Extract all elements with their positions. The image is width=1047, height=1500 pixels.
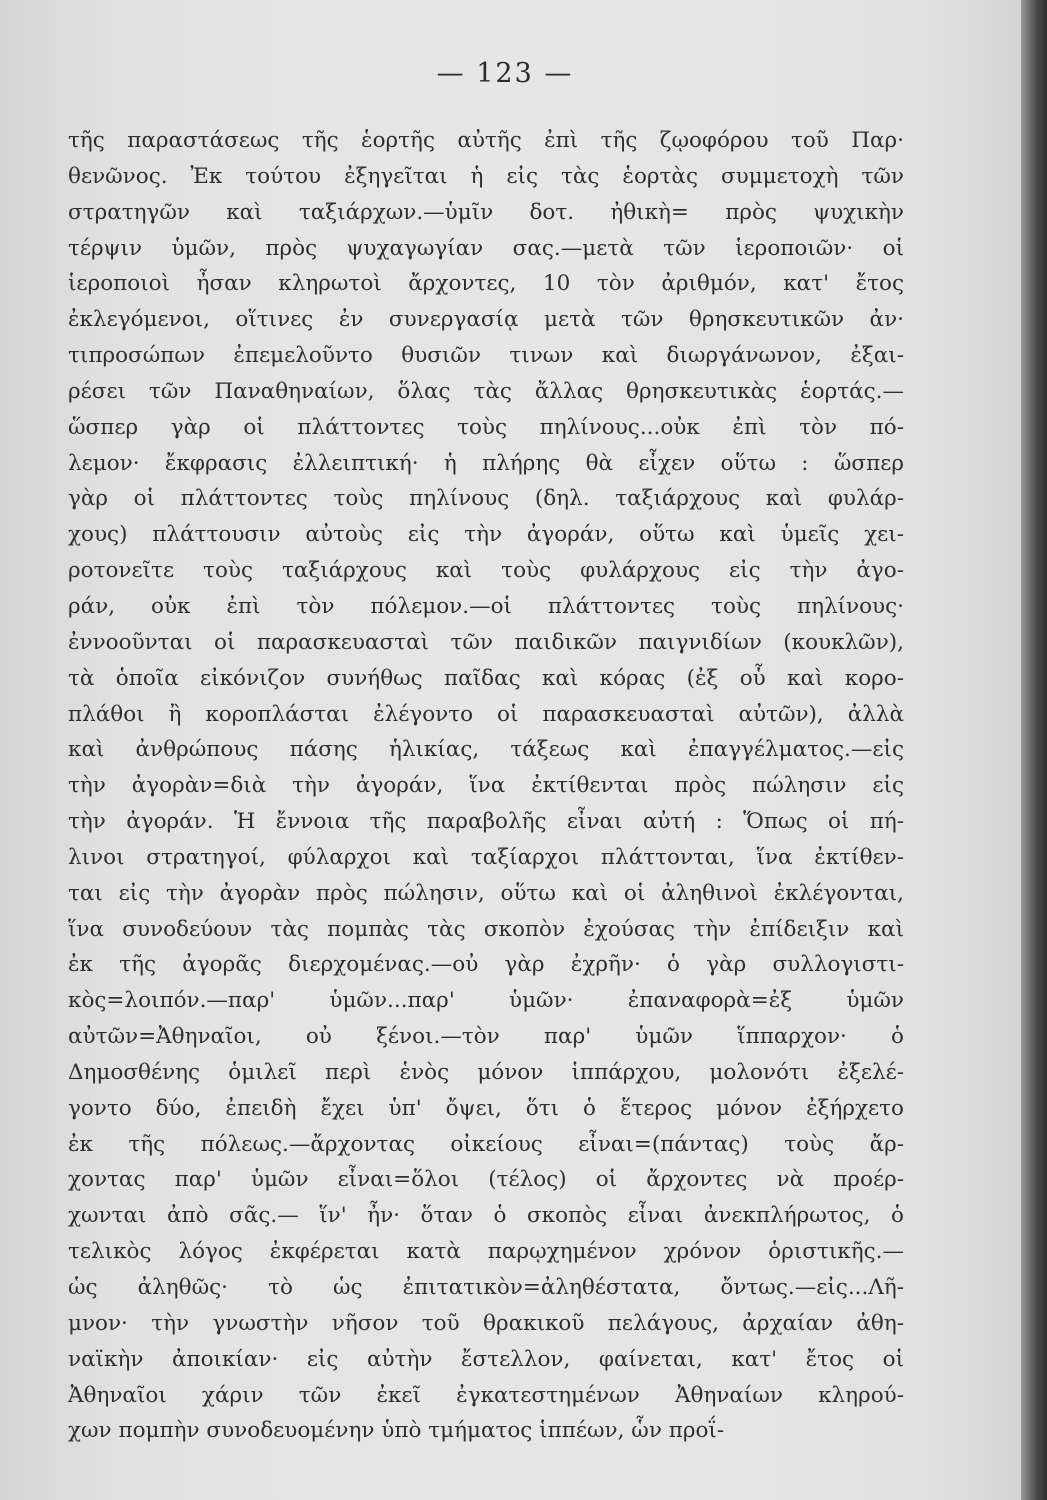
text-line: χων πομπὴν συνοδευομένην ὑπὸ τμήματος ἱππέων, ὧν προΐ- [68, 1418, 725, 1444]
text-line: ροτονεῖτε τοὺς ταξιάρχους καὶ τοὺς φυλάρχους εἰς τὴν ἀγο- [68, 558, 904, 584]
text-line: λινοι στρατηγοί, φύλαρχοι καὶ ταξίαρχοι πλάττονται, ἵνα ἐκτίθεν- [68, 844, 904, 870]
text-line: τιπροσώπων ἐπεμελοῦντο θυσιῶν τινων καὶ διωργάνωνον, ἐξαι- [68, 343, 904, 369]
text-line: Δημοσθένης ὁμιλεῖ περὶ ἑνὸς μόνον ἱππάρχου, μολονότι ἐξελέ- [68, 1059, 904, 1085]
text-line: ται εἰς τὴν ἀγορὰν πρὸς πώλησιν, οὕτω καὶ οἱ ἀληθινοὶ ἐκλέγονται, [68, 880, 904, 906]
text-line: καὶ ἀνθρώπους πάσης ἡλικίας, τάξεως καὶ ἐπαγγέλματος.—εἰς [68, 737, 904, 763]
body-text [68, 123, 904, 1449]
text-line: ἐννοοῦνται οἱ παρασκευασταὶ τῶν παιδικῶν παιγνιδίων (κουκλῶν), [68, 629, 904, 655]
text-line: ἱεροποιοὶ ἦσαν κληρωτοὶ ἄρχοντες, 10 τὸν ἀριθμόν, κατ' ἔτος [68, 271, 904, 297]
text-line: χοντας παρ' ὑμῶν εἶναι=ὅλοι (τέλος) οἱ ἄρχοντες νὰ προέρ- [68, 1167, 904, 1193]
text-line: χους) πλάττουσιν αὐτοὺς εἰς τὴν ἀγοράν, οὕτω καὶ ὑμεῖς χει- [68, 522, 904, 548]
text-line: γὰρ οἱ πλάττοντες τοὺς πηλίνους (δηλ. ταξιάρχους καὶ φυλάρ- [68, 486, 904, 512]
text-line: γοντο δύο, ἐπειδὴ ἔχει ὑπ' ὄψει, ὅτι ὁ ἕτερος μόνον ἐξήρχετο [68, 1095, 904, 1121]
text-line: τῆς παραστάσεως τῆς ἑορτῆς αὐτῆς ἐπὶ τῆς ζῳοφόρου τοῦ Παρ· [68, 128, 904, 153]
text-line: τέρψιν ὑμῶν, πρὸς ψυχαγωγίαν σας.—μετὰ τῶν ἱεροποιῶν· οἱ [68, 235, 904, 261]
text-line: ράν, οὐκ ἐπὶ τὸν πόλεμον.—οἱ πλάττοντες τοὺς πηλίνους· [68, 593, 904, 619]
page-number: — 123 — [436, 58, 574, 89]
text-line: ἐκλεγόμενοι, οἵτινες ἐν συνεργασίᾳ μετὰ τῶν θρησκευτικῶν ἀν· [68, 307, 904, 333]
text-line: ρέσει τῶν Παναθηναίων, ὅλας τὰς ἄλλας θρησκευτικὰς ἑορτάς.— [68, 378, 904, 404]
text-line: θενῶνος. Ἐκ τούτου ἐξηγεῖται ἡ εἰς τὰς ἑορτὰς συμμετοχὴ τῶν [68, 163, 904, 189]
text-line: χωνται ἀπὸ σᾶς.— ἵν' ἦν· ὅταν ὁ σκοπὸς εἶναι ἀνεκπλήρωτος, ὁ [68, 1203, 904, 1229]
page-shadow-edge [1021, 0, 1047, 1500]
text-line: μνον· τὴν γνωστὴν νῆσον τοῦ θρακικοῦ πελάγους, ἀρχαίαν ἀθη- [68, 1310, 904, 1336]
text-line: ὥσπερ γὰρ οἱ πλάττοντες τοὺς πηλίνους...οὐκ ἐπὶ τὸν πό- [68, 414, 904, 440]
text-line: τὴν ἀγοράν. Ἡ ἔννοια τῆς παραβολῆς εἶναι αὐτή : Ὅπως οἱ πή- [68, 809, 904, 835]
text-line: κὸς=λοιπόν.—παρ' ὑμῶν...παρ' ὑμῶν· ἐπαναφορὰ=ἐξ ὑμῶν [68, 988, 904, 1014]
text-line: τὴν ἀγορὰν=διὰ τὴν ἀγοράν, ἵνα ἐκτίθενται πρὸς πώλησιν εἰς [68, 773, 904, 799]
text-line: Ἀθηναῖοι χάριν τῶν ἐκεῖ ἐγκατεστημένων Ἀθηναίων κληρού- [68, 1382, 904, 1408]
text-line: στρατηγῶν καὶ ταξιάρχων.—ὑμῖν δοτ. ἠθικὴ= πρὸς ψυχικὴν [68, 199, 904, 225]
text-line: ἐκ τῆς πόλεως.—ἄρχοντας οἰκείους εἶναι=(πάντας) τοὺς ἄρ- [68, 1131, 904, 1157]
text-line: τὰ ὁποῖα εἰκόνιζον συνήθως παῖδας καὶ κόρας (ἐξ οὗ καὶ κορο- [68, 665, 904, 691]
text-line: ἐκ τῆς ἀγορᾶς διερχομένας.—οὐ γὰρ ἐχρῆν· ὁ γὰρ συλλογιστι- [68, 952, 904, 978]
text-line: τελικὸς λόγος ἐκφέρεται κατὰ παρῳχημένον χρόνον ὁριστικῆς.— [68, 1239, 904, 1265]
text-line: ἵνα συνοδεύουν τὰς πομπὰς τὰς σκοπὸν ἐχούσας τὴν ἐπίδειξιν καὶ [68, 916, 904, 942]
text-line: ὡς ἀληθῶς· τὸ ὡς ἐπιτατικὸν=ἀληθέστατα, ὄντως.—εἰς...Λῆ- [68, 1275, 904, 1300]
text-line: ναϊκὴν ἀποικίαν· εἰς αὐτὴν ἔστελλον, φαίνεται, κατ' ἔτος οἱ [68, 1346, 904, 1372]
text-line: λεμον· ἔκφρασις ἐλλειπτική· ἡ πλήρης θὰ εἶχεν οὕτω : ὥσπερ [68, 450, 904, 476]
text-line: αὐτῶν=Ἀθηναῖοι, οὐ ξένοι.—τὸν παρ' ὑμῶν ἵππαρχον· ὁ [68, 1024, 904, 1050]
text-line: πλάθοι ἢ κοροπλάσται ἐλέγοντο οἱ παρασκευασταὶ αὐτῶν), ἀλλὰ [68, 701, 904, 727]
